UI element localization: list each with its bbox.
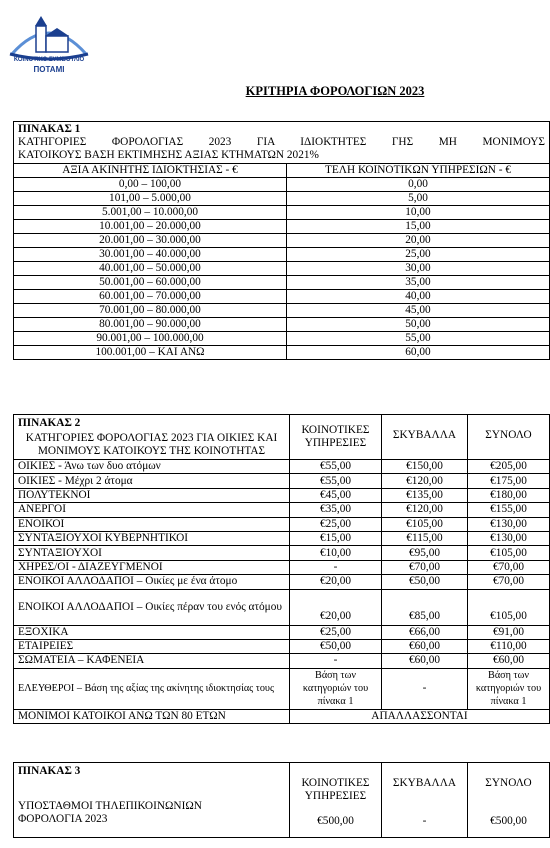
table-row bbox=[14, 332, 550, 346]
table-row bbox=[14, 625, 550, 639]
category: ΕΝΟΙΚΟΙ ΑΛΛΟΔΑΠΟΙ – Οικίες με ένα άτομο bbox=[14, 575, 290, 589]
table-1-label: ΠΙΝΑΚΑΣ 1 bbox=[18, 123, 81, 135]
fee: 40,00 bbox=[287, 290, 550, 304]
category: ΠΟΛΥΤΕΚΝΟΙ bbox=[14, 488, 290, 502]
table-row bbox=[14, 346, 550, 360]
col-total: ΣΥΝΟΛΟ bbox=[468, 415, 550, 460]
garbage: €105,00 bbox=[382, 517, 468, 531]
logo-line2: ΠΟΤΑΜΙ bbox=[33, 65, 65, 74]
category: ΕΝΟΙΚΟΙ ΑΛΛΟΔΑΠΟΙ – Οικίες πέραν του ενός ατόμου bbox=[14, 589, 290, 625]
fee: 25,00 bbox=[287, 248, 550, 262]
total: €130,00 bbox=[468, 517, 550, 531]
category: ΑΝΕΡΓΟΙ bbox=[14, 503, 290, 517]
category: ΕΤΑΙΡΕΙΕΣ bbox=[14, 639, 290, 653]
garbage: €66,00 bbox=[382, 625, 468, 639]
total: €130,00 bbox=[468, 531, 550, 545]
total: €70,00 bbox=[468, 560, 550, 574]
services: €55,00 bbox=[290, 460, 382, 474]
services: - bbox=[290, 654, 382, 668]
total: €105,00 bbox=[468, 546, 550, 560]
col-garbage: ΣΚΥΒΑΛΛΑ bbox=[382, 415, 468, 460]
table-row bbox=[14, 546, 550, 560]
garbage: €85,00 bbox=[382, 589, 468, 625]
table-row bbox=[14, 531, 550, 545]
fee: 0,00 bbox=[287, 178, 550, 192]
garbage: €135,00 bbox=[382, 488, 468, 502]
table-row bbox=[14, 304, 550, 318]
col-total: ΣΥΝΟΛΟ bbox=[485, 777, 532, 789]
services: €15,00 bbox=[290, 531, 382, 545]
table-row bbox=[14, 178, 550, 192]
fee: 30,00 bbox=[287, 262, 550, 276]
table-2-desc: ΚΑΤΗΓΟΡΙΕΣ ΦΟΡΟΛΟΓΙΑΣ 2023 ΓΙΑ ΟΙΚΙΕΣ ΚΑΙ ΜΟΝΙΜΟΥΣ ΚΑΤΟΙΚΟΥΣ ΤΗΣ ΚΟΙΝΟΤΗΤΑΣ bbox=[25, 432, 278, 457]
col-services: ΚΟΙΝΟΤΙΚΕΣ ΥΠΗΡΕΣΙΕΣ bbox=[290, 415, 382, 460]
services: €50,00 bbox=[290, 639, 382, 653]
table-row bbox=[14, 654, 550, 668]
garbage: €60,00 bbox=[382, 639, 468, 653]
fee: 5,00 bbox=[287, 192, 550, 206]
value-range: 90.001,00 – 100.000,00 bbox=[14, 332, 287, 346]
table-3-header bbox=[14, 763, 290, 838]
value-range: 60.001,00 – 70.000,00 bbox=[14, 290, 287, 304]
fee: 55,00 bbox=[287, 332, 550, 346]
value-range: 10.001,00 – 20.000,00 bbox=[14, 220, 287, 234]
table-3-garbage-cell bbox=[382, 763, 468, 838]
garbage: €120,00 bbox=[382, 503, 468, 517]
table-row bbox=[14, 575, 550, 589]
table-1-col-fees: ΤΕΛΗ ΚΟΙΝΟΤΙΚΩΝ ΥΠΗΡΕΣΙΩΝ - € bbox=[287, 164, 550, 178]
table-3-label: ΠΙΝΑΚΑΣ 3 bbox=[18, 765, 81, 777]
garbage: €70,00 bbox=[382, 560, 468, 574]
table-row bbox=[14, 474, 550, 488]
value-range: 70.001,00 – 80.000,00 bbox=[14, 304, 287, 318]
category: ΟΙΚΙΕΣ - Άνω των δυο ατόμων bbox=[14, 460, 290, 474]
total: €500,00 bbox=[490, 815, 527, 827]
logo-line1: ΚΟΙΝΟΤΙΚΟ ΣΥΜΒΟΥΛΙΟ bbox=[13, 57, 85, 63]
garbage: €115,00 bbox=[382, 531, 468, 545]
services: €10,00 bbox=[290, 546, 382, 560]
total: €175,00 bbox=[468, 474, 550, 488]
table-1-col-value: ΑΞΙΑ ΑΚΙΝΗΤΗΣ ΙΔΙΟΚΤΗΣΙΑΣ - € bbox=[14, 164, 287, 178]
value-range: 101,00 – 5.000,00 bbox=[14, 192, 287, 206]
value-range: 80.001,00 – 90.000,00 bbox=[14, 318, 287, 332]
logo bbox=[6, 4, 92, 76]
category: ΕΛΕΥΘΕΡΟΙ – Βάση της αξίας της ακίνητης ιδιοκτησίας τους bbox=[14, 668, 290, 709]
table-row bbox=[14, 668, 550, 709]
fee: 20,00 bbox=[287, 234, 550, 248]
col-garbage: ΣΚΥΒΑΛΛΑ bbox=[392, 777, 457, 789]
fee: 10,00 bbox=[287, 206, 550, 220]
garbage: €60,00 bbox=[382, 654, 468, 668]
table-3 bbox=[13, 762, 550, 838]
services: €55,00 bbox=[290, 474, 382, 488]
table-2-label: ΠΙΝΑΚΑΣ 2 bbox=[18, 417, 81, 429]
services: - bbox=[290, 560, 382, 574]
total: €105,00 bbox=[468, 589, 550, 625]
value-range: 40.001,00 – 50.000,00 bbox=[14, 262, 287, 276]
category: ΕΝΟΙΚΟΙ bbox=[14, 517, 290, 531]
services: €45,00 bbox=[290, 488, 382, 502]
category: ΧΗΡΕΣ/ΟΙ - ΔΙΑΖΕΥΓΜΕΝΟΙ bbox=[14, 560, 290, 574]
table-row bbox=[14, 488, 550, 502]
garbage: - bbox=[382, 668, 468, 709]
value-range: 5.001,00 – 10.000,00 bbox=[14, 206, 287, 220]
services: €20,00 bbox=[290, 575, 382, 589]
table-1 bbox=[13, 121, 550, 360]
table-3-total-cell bbox=[468, 763, 550, 838]
table-row bbox=[14, 220, 550, 234]
garbage: €95,00 bbox=[382, 546, 468, 560]
table-row bbox=[14, 503, 550, 517]
total: €70,00 bbox=[468, 575, 550, 589]
services: €500,00 bbox=[317, 815, 354, 827]
col-services: ΚΟΙΝΟΤΙΚΕΣ ΥΠΗΡΕΣΙΕΣ bbox=[301, 777, 370, 802]
table-1-desc-line1: ΚΑΤΗΓΟΡΙΕΣ ΦΟΡΟΛΟΓΙΑΣ 2023 ΓΙΑ ΙΔΙΟΚΤΗΤΕΣ ΓΗΣ ΜΗ ΜΟΝΙΜΟΥΣ bbox=[18, 136, 545, 148]
table-row bbox=[14, 276, 550, 290]
table-row bbox=[14, 192, 550, 206]
table-3-desc: ΥΠΟΣΤΑΘΜΟΙ ΤΗΛΕΠΙΚΟΙΝΩΝΙΩΝ ΦΟΡΟΛΟΓΙΑ 2023 bbox=[18, 800, 202, 825]
table-1-header bbox=[14, 122, 550, 164]
table-row bbox=[14, 318, 550, 332]
table-row bbox=[14, 290, 550, 304]
fee: 50,00 bbox=[287, 318, 550, 332]
garbage: €150,00 bbox=[382, 460, 468, 474]
total: €205,00 bbox=[468, 460, 550, 474]
exempt-note: ΑΠΑΛΛΑΣΣΟΝΤΑΙ bbox=[290, 709, 550, 723]
table-row bbox=[14, 589, 550, 625]
table-row bbox=[14, 234, 550, 248]
table-row bbox=[14, 460, 550, 474]
category: ΟΙΚΙΕΣ - Μέχρι 2 άτομα bbox=[14, 474, 290, 488]
value-range: 20.001,00 – 30.000,00 bbox=[14, 234, 287, 248]
services: Βάση των κατηγοριών του πίνακα 1 bbox=[290, 668, 382, 709]
category: ΣΥΝΤΑΞΙΟΥΧΟΙ bbox=[14, 546, 290, 560]
value-range: 50.001,00 – 60.000,00 bbox=[14, 276, 287, 290]
table-1-desc-line2: ΚΑΤΟΙΚΟΥΣ ΒΑΣΗ ΕΚΤΙΜΗΣΗΣ ΑΞΙΑΣ ΚΤΗΜΑΤΩΝ 2021% bbox=[18, 149, 319, 161]
table-row bbox=[14, 709, 550, 723]
total: €60,00 bbox=[468, 654, 550, 668]
category: ΣΥΝΤΑΞΙΟΥΧΟΙ ΚΥΒΕΡΝΗΤΙΚΟΙ bbox=[14, 531, 290, 545]
category: ΕΞΟΧΙΚΑ bbox=[14, 625, 290, 639]
services: €20,00 bbox=[290, 589, 382, 625]
garbage: - bbox=[422, 815, 427, 827]
total: Βάση των κατηγοριών του πίνακα 1 bbox=[468, 668, 550, 709]
fee: 15,00 bbox=[287, 220, 550, 234]
table-row bbox=[14, 517, 550, 531]
total: €155,00 bbox=[468, 503, 550, 517]
table-row bbox=[14, 639, 550, 653]
total: €91,00 bbox=[468, 625, 550, 639]
fee: 60,00 bbox=[287, 346, 550, 360]
table-row bbox=[14, 262, 550, 276]
garbage: €120,00 bbox=[382, 474, 468, 488]
table-3-services-cell bbox=[290, 763, 382, 838]
category: ΣΩΜΑΤΕΙΑ – ΚΑΦΕΝΕΙΑ bbox=[14, 654, 290, 668]
table-row bbox=[14, 206, 550, 220]
total: €110,00 bbox=[468, 639, 550, 653]
table-row bbox=[14, 248, 550, 262]
value-range: 0,00 – 100,00 bbox=[14, 178, 287, 192]
table-2 bbox=[13, 414, 550, 724]
garbage: €50,00 bbox=[382, 575, 468, 589]
services: €25,00 bbox=[290, 517, 382, 531]
total: €180,00 bbox=[468, 488, 550, 502]
table-row bbox=[14, 560, 550, 574]
services: €25,00 bbox=[290, 625, 382, 639]
fee: 45,00 bbox=[287, 304, 550, 318]
table-2-header bbox=[14, 415, 290, 460]
page-title: ΚΡΙΤΗΡΙΑ ΦΟΡΟΛΟΓΙΩΝ 2023 bbox=[245, 84, 425, 98]
services: €35,00 bbox=[290, 503, 382, 517]
value-range: 100.001,00 – ΚΑΙ ΑΝΩ bbox=[14, 346, 287, 360]
fee: 35,00 bbox=[287, 276, 550, 290]
value-range: 30.001,00 – 40.000,00 bbox=[14, 248, 287, 262]
category: ΜΟΝΙΜΟΙ ΚΑΤΟΙΚΟΙ ΑΝΩ ΤΩΝ 80 ΕΤΩΝ bbox=[14, 709, 290, 723]
